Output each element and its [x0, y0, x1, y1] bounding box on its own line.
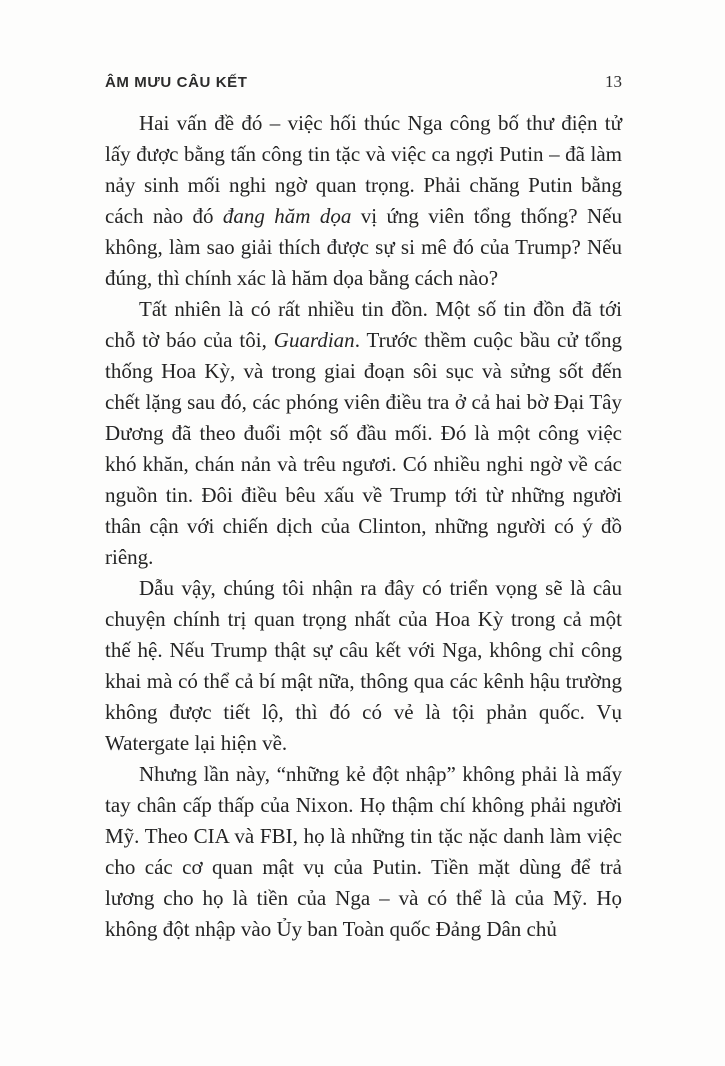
italic-text-run: đang hăm dọa: [222, 204, 352, 228]
text-run: . Trước thềm cuộc bầu cử tổng thống Hoa Kỳ, và trong giai đoạn sôi sục và sửng sốt đến chết lặng sau đó, các phóng viên điều tra ở cả hai bờ Đại Tây Dương đã theo đuổi một số đầu mối. Đó là một công việc khó khăn, chán nản và trêu ngươi. Có nhiều nghi ngờ về các nguồn tin. Đôi điều bêu xấu về Trump tới từ những người thân cận với chiến dịch của Clinton, những người có ý đồ riêng.: [105, 328, 622, 569]
paragraph: [105, 759, 622, 945]
running-title: ÂM MƯU CÂU KẾT: [105, 74, 248, 91]
text-run: Tất nhiên là có rất nhiều tin đồn. Một số tin đồn đã tới chỗ tờ báo của tôi,: [105, 297, 622, 352]
paragraph: [105, 573, 622, 759]
page-number: 13: [605, 72, 622, 91]
italic-text-run: Guardian: [273, 328, 355, 352]
text-run: Nhưng lần này, “những kẻ đột nhập” không phải là mấy tay chân cấp thấp của Nixon. Họ thậm chí không phải người Mỹ. Theo CIA và FBI, họ là những tin tặc nặc danh làm việc cho các cơ quan mật vụ của Putin. Tiền mặt dùng để trả lương cho họ là tiền của Nga – và có thể là của Mỹ. Họ không đột nhập vào Ủy ban Toàn quốc Đảng Dân chủ: [105, 762, 622, 941]
page-body: [105, 108, 622, 945]
text-run: Hai vấn đề đó – việc hối thúc Nga công bố thư điện tử lấy được bằng tấn công tin tặc và việc ca ngợi Putin – đã làm nảy sinh mối nghi ngờ quan trọng. Phải chăng Putin bằng cách nào đó: [105, 111, 622, 228]
text-run: Dẫu vậy, chúng tôi nhận ra đây có triển vọng sẽ là câu chuyện chính trị quan trọng nhất của Hoa Kỳ trong cả một thế hệ. Nếu Trump thật sự câu kết với Nga, không chỉ công khai mà có thể cả bí mật nữa, thông qua các kênh hậu trường không được tiết lộ, thì đó có vẻ là tội phản quốc. Vụ Watergate lại hiện về.: [105, 576, 622, 755]
page-header: [105, 72, 622, 92]
paragraph: [105, 294, 622, 573]
text-run: vị ứng viên tổng thống? Nếu không, làm sao giải thích được sự si mê đó của Trump? Nếu đúng, thì chính xác là hăm dọa bằng cách nào?: [105, 204, 622, 290]
paragraph: [105, 108, 622, 294]
